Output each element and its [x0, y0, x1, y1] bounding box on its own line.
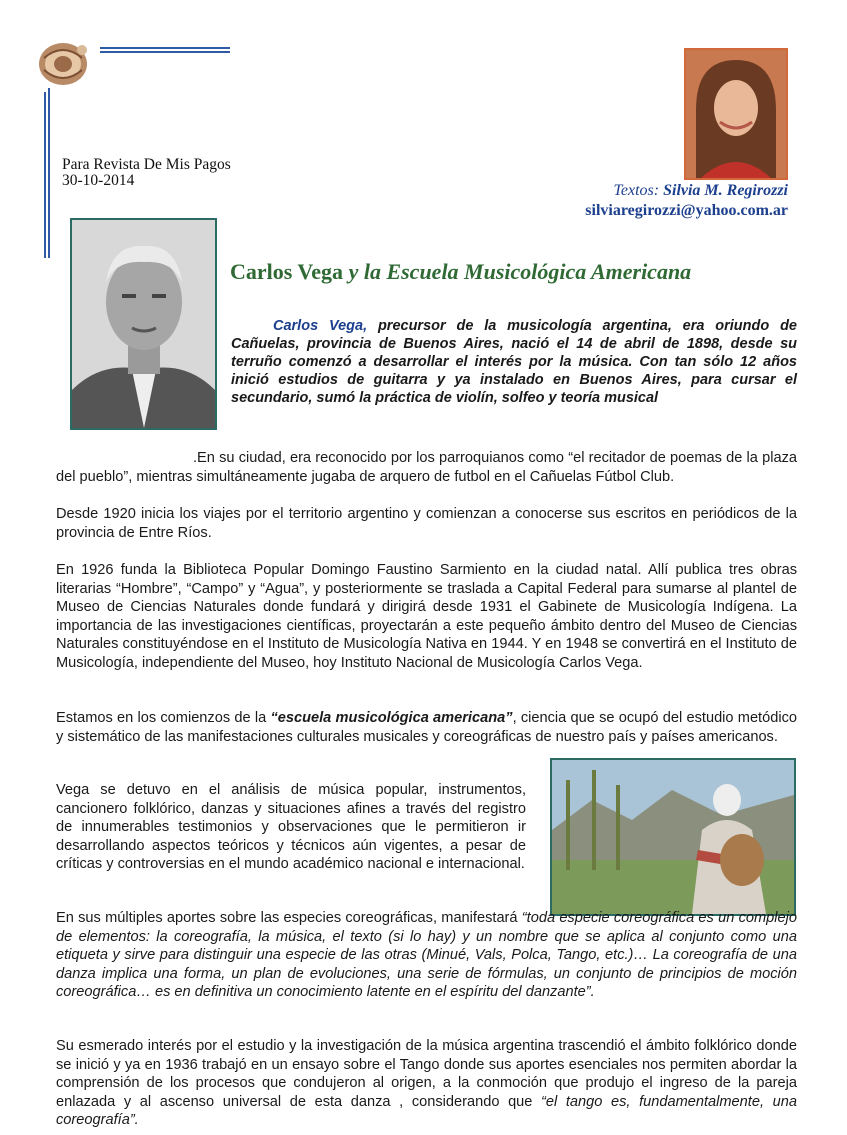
paragraph-3: En 1926 funda la Biblioteca Popular Domingo Faustino Sarmiento en la ciudad natal. Allí publica tres obras literarias “Hombre”, “Campo” y “Agua”, y posteriormente se traslada a Capital Federal para sumarse al plantel de Museo de Ciencias Naturales donde fundará y dirigirá desde 1931 el Gabinete de Musicología Indígena. La importancia de las investigaciones científicas, proyectarán a este pequeño ámbito dentro del Museo de Ciencias Naturales constituyéndose en el Instituto de Musicología Nativa en 1944. Y en 1948 se convertirá en el Instituto de Musicología, independiente del Museo, hoy Instituto Nacional de Musicología Carlos Vega.: [56, 562, 797, 671]
publication-meta: [62, 157, 231, 189]
author-credit: [613, 181, 788, 201]
p6-text-a: En sus múltiples aportes sobre las especies coreográficas, manifestará: [56, 910, 522, 926]
p4-text-c: , ciencia que se ocupó del estudio metódico y sistemático de las manifestaciones culturales musicales y coreográficas de nuestro país y países americanos.: [56, 710, 797, 745]
intro-text: precursor de la musicología argentina, era oriundo de Cañuelas, provincia de Buenos Aires, nació el 14 de abril de 1898, desde su terruño comenzó a desarrollar el interés por la música. Con tan sólo 12 años inició estudios de guitarra y ya instalado en Buenos Aires, para cursar el secundario, sumó la práctica de violín, solfeo y teoría musical: [231, 318, 797, 406]
decorative-logo: [36, 38, 94, 88]
paragraph-7: [56, 1037, 797, 1130]
title-name: Carlos Vega: [230, 259, 344, 284]
header-rule: [100, 47, 230, 49]
margin-rule: [44, 92, 46, 258]
p4-text-a: Estamos en los comienzos de la: [56, 710, 271, 726]
margin-rule: [48, 88, 50, 258]
paragraph-2: Desde 1920 inicia los viajes por el territorio argentino y comienzan a conocerse sus escritos en periódicos de la provincia de Entre Ríos.: [56, 506, 797, 541]
paragraph-1: .En su ciudad, era reconocido por los parroquianos como “el recitador de poemas de la plaza del pueblo”, mientras simultáneamente jugaba de arquero de futbol en el Cañuelas Fútbol Club.: [56, 450, 797, 485]
author-name: Silvia M. Regirozzi: [663, 182, 788, 199]
p7-text-a: Su esmerado interés por el estudio y la investigación de la música argentina trascendió el ámbito folklórico donde se inició y ya en 1936 trabajó en un ensayo sobre el Tango donde sus aportes esenciales nos permiten abordar la comprensión de los procesos que condujeron al origen, a la conmoción que produjo el ingreso de la pareja enlazada y al ascenso universal de esta danza , considerando que: [56, 1038, 797, 1110]
author-label: Textos:: [613, 182, 660, 199]
title-subject: y la Escuela Musicológica Americana: [348, 259, 692, 284]
carlos-vega-portrait: [70, 218, 217, 430]
author-email: silviaregirozzi@yahoo.com.ar: [585, 202, 788, 219]
intro-name: Carlos Vega,: [273, 318, 368, 334]
folk-dancer-photo: [550, 758, 796, 916]
header-rule: [100, 51, 230, 53]
paragraph-5: Vega se detuvo en el análisis de música popular, instrumentos, cancionero folklórico, danzas y situaciones afines a través del registro de innumerables testimonios y observaciones que le permitieron ir desarrollando aspectos teóricos y técnicos aún vigentes, a pesar de críticas y controversias en el mundo académico nacional e internacional.: [56, 782, 526, 872]
author-photo: [684, 48, 788, 180]
article-title: [230, 259, 691, 285]
publication-name: Para Revista De Mis Pagos: [62, 156, 231, 173]
p4-emphasis: “escuela musicológica americana”: [270, 710, 513, 726]
article-intro: [231, 317, 797, 407]
paragraph-4: [56, 709, 797, 746]
p6-quote: “toda especie coreográfica es un complejo de elementos: la coreografía, la música, el texto (si lo hay) y un nombre que se aplica al conjunto como una etiqueta y sirve para distinguir una especie de las otras (Minué, Vals, Polca, Tango, etc.)… La coreografía de una danza implica una forma, un plan de evoluciones, una serie de fórmulas, un conjunto de principios de moción coreográfica… es en definitiva un conocimiento latente en el espíritu del danzante”.: [56, 910, 797, 1000]
paragraph-6: [56, 909, 797, 1002]
p7-quote: “el tango es, fundamentalmente, una coreografía”.: [56, 1093, 797, 1128]
publication-date: 30-10-2014: [62, 172, 135, 189]
